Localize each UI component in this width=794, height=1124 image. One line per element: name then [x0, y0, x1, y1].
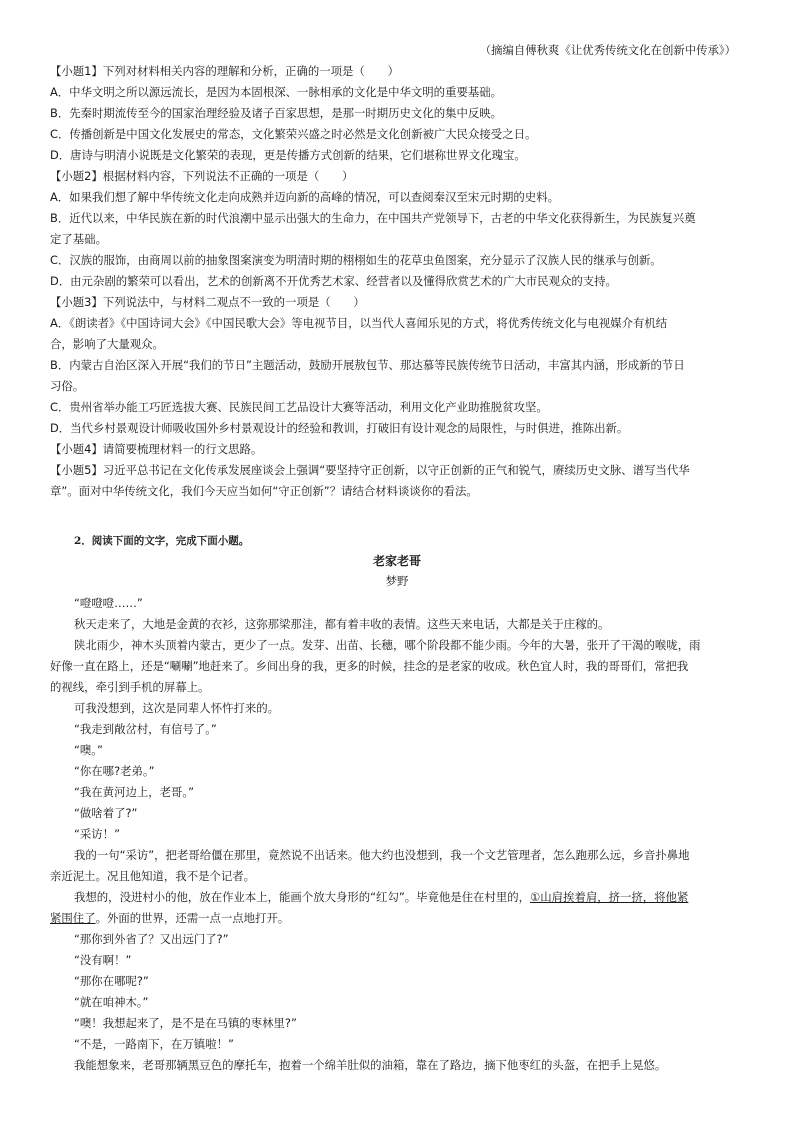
question-2-option-a: A．如果我们想了解中华传统文化走向成熟并迈向新的高峰的情况，可以查阅秦汉至宋元时期的史料。 [50, 190, 559, 204]
story-line-with-underline [50, 910, 744, 926]
question-1-option-c: C．传播创新是中国文化发展史的常态，文化繁荣兴盛之时必然是文化创新被广大民众接受之日。 [50, 127, 537, 141]
story-line: 我能想象来，老哥那辆黑豆色的摩托车，抱着一个绵羊肚似的油箱，靠在了路边，摘下他枣红的头盔，在把手上晃悠。 [74, 1058, 667, 1072]
question-2-stem: 【小题2】根据材料内容，下列说法不正确的一项是（ ） [50, 169, 354, 183]
underlined-passage-1: ①山肩挨着肩，挤一挤，将他紧 [530, 890, 689, 904]
question-3-option-a-line-2: 合，影响了大量观众。 [50, 337, 164, 351]
story-line: 我的一句“采访”，把老哥给僵在那里，竟然说不出话来。他大约也没想到，我一个文艺管理者，怎么跑那么远，乡音扑鼻地 [74, 848, 690, 862]
question-2-option-b-line-1: B．近代以来，中华民族在新的时代浪潮中显示出强大的生命力，在中国共产党领导下，古老的中华文化获得新生，为民族复兴奠 [50, 211, 696, 225]
story-line: “噢。” [74, 743, 103, 757]
question-3-stem: 【小题3】下列说法中，与材料二观点不一致的一项是（ ） [50, 295, 365, 309]
story-line: 可我没想到，这次是同辈人怀忤打来的。 [74, 701, 280, 715]
story-author: 梦野 [385, 574, 409, 588]
story-line: “做啥着了?” [74, 806, 138, 820]
question-3-option-b-line-1: B．内蒙古自治区深入开展“我们的节日”主题活动，鼓励开展敖包节、那达慕等民族传统节日活动，丰富其内涵，形成新的节日 [50, 358, 685, 372]
question-1-option-b: B．先秦时期流传至今的国家治理经验及诸子百家思想，是那一时期历史文化的集中反映。 [50, 106, 503, 120]
story-line-text: 。外面的世界，还需一点一点地打开。 [95, 911, 290, 925]
story-line: “噢！我想起来了，是不是在马镇的枣林里?” [74, 1016, 297, 1030]
story-line: “你在哪?老弟。” [74, 764, 155, 778]
story-line: “噔噔噔……” [74, 596, 143, 610]
story-line: 陕北雨少，神木头顶着内蒙古，更少了一点。发芽、出苗、长穗，哪个阶段都不能少雨。今年的大暑，张开了干渴的喉咙，雨 [74, 638, 701, 652]
story-line: “采访！” [74, 827, 120, 841]
story-line: 的视线，牵引到手机的屏幕上。 [50, 680, 210, 694]
question-2-option-d: D．由元杂剧的繁荣可以看出，艺术的创新离不开优秀艺术家、经营者以及懂得欣赏艺术的广大市民观众的支持。 [50, 274, 617, 288]
underlined-passage-2: 紧围住了 [50, 911, 96, 925]
question-1-option-a: A．中华文明之所以源远流长，是因为本固根深、一脉相承的文化是中华文明的重要基础。 [50, 85, 503, 99]
section-2-heading: 2．阅读下面的文字，完成下面小题。 [74, 535, 250, 547]
story-line: “那你在哪呢?” [74, 974, 149, 988]
story-line: “我在黄河边上，老哥。” [74, 785, 195, 799]
question-3-option-d: D．当代乡村景观设计师吸收国外乡村景观设计的经验和教训，打破旧有设计观念的局限性，与时俱进，推陈出新。 [50, 421, 629, 435]
question-2-option-c: C．汉族的服饰，由商周以前的抽象图案演变为明清时期的栩栩如生的花草虫鱼图案，充分显示了汉族人民的继承与创新。 [50, 253, 662, 267]
story-line: 好像一直在路上，还是“唰唰”地赶来了。乡间出身的我，更多的时候，挂念的是老家的收成。秋色宜人时，我的哥哥们，常把我 [50, 659, 689, 673]
question-3-option-b-line-2: 习俗。 [50, 379, 85, 393]
question-2-option-b-line-2: 定了基础。 [50, 232, 107, 246]
story-line-with-underline [74, 889, 744, 905]
question-5-line-1: 【小题5】习近平总书记在文化传承发展座谈会上强调“要坚持守正创新，以守正创新的正气和锐气，赓续历史文脉、谱写当代华 [50, 463, 690, 477]
story-line: “不是，一路南下，在万镇啦！” [74, 1037, 234, 1051]
story-line: 亲近泥土。况且他知道，我不是个记者。 [50, 869, 256, 883]
question-5-line-2: 章”。面对中华传统文化，我们今天应当如何“守正创新”？请结合材料谈谈你的看法。 [50, 484, 478, 498]
question-4: 【小题4】请简要梳理材料一的行文思路。 [50, 442, 263, 456]
story-line-text: 我想的，没进村小的他，放在作业本上，能画个放大身形的“红勾”。毕竟他是住在村里的， [74, 890, 531, 904]
story-title: 老家老哥 [372, 554, 421, 568]
story-line: “就在咱神木。” [74, 995, 149, 1009]
story-line: “那你到外省了？又出远门了?” [74, 932, 229, 946]
question-3-option-c: C．贵州省举办能工巧匠选拔大赛、民族民间工艺品设计大赛等活动，利用文化产业助推脱贫攻坚。 [50, 400, 548, 414]
question-1-option-d: D．唐诗与明清小说既是文化繁荣的表现，更是传播方式创新的结果，它们堪称世界文化瑰宝。 [50, 148, 526, 162]
story-line: “没有啊！” [74, 953, 132, 967]
story-line: “我走到敞岔村，有信号了。” [74, 722, 217, 736]
question-3-option-a-line-1: A．《朗读者》《中国诗词大会》《中国民歌大会》等电视节目，以当代人喜闻乐见的方式，将优秀传统文化与电视媒介有机结 [50, 316, 668, 330]
source-citation: （摘编自傅秋爽《让优秀传统文化在创新中传承》） [479, 43, 736, 57]
question-1-stem: 【小题1】下列对材料相关内容的理解和分析，正确的一项是（ ） [50, 64, 399, 78]
story-line: 秋天走来了，大地是金黄的衣衫，这弥那梁那洼，都有着丰收的表情。这些天来电话，大都是关于庄稼的。 [74, 617, 610, 631]
